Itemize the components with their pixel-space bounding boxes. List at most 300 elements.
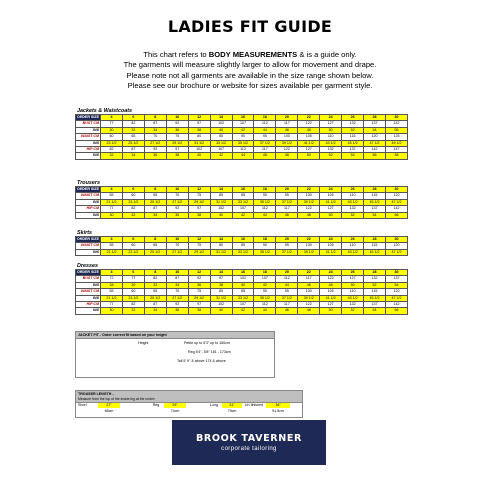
measurement-cell: 100 [276,134,298,140]
measurement-cell: 120 [364,134,386,140]
measurement-cell: 41 1/2 [298,140,320,146]
measurement-cell: 55 [101,243,123,249]
measurement-cell: 122 [298,121,320,127]
measurement-cell: 65 [122,134,144,140]
size-header-cell: 20 [276,187,298,193]
measurement-cell: 29 1/2 [188,249,210,255]
measurement-cell: 39 1/2 [298,295,320,301]
measurement-cell: 110 [342,193,364,199]
measurement-cell: 95 [276,193,298,199]
measurement-cell: 42 [232,308,254,314]
row-label: INS [76,153,101,159]
measurement-cell: 46 [276,212,298,218]
measurement-cell: 107 [232,206,254,212]
measurement-cell: 40 [210,127,232,133]
short-cm: 68cm [104,409,114,413]
short-label: Short [78,403,87,407]
row-label: BUST CM [76,276,101,282]
measurement-cell: 95 [276,289,298,295]
measurement-cell: 70 [144,134,166,140]
measurement-cell: 23 1/2 [101,140,123,146]
measurement-cell: 32 [122,308,144,314]
size-header-cell: 18 [254,237,276,243]
measurement-cell: 127 [320,121,342,127]
measurement-cell: 23 1/2 [122,295,144,301]
measurement-cell: 92 [166,301,188,307]
measurement-cell: 85 [210,134,232,140]
measurement-cell: 48 [298,212,320,218]
trouser-length-instruction: Measure from the top of the inside leg at the crotch [76,397,302,403]
measurement-cell: 40 [210,212,232,218]
row-label: WAIST CM [76,243,101,249]
size-header-cell: 30 [385,237,407,243]
measurement-cell: 34 [166,282,188,288]
measurement-cell: 29 1/2 [166,140,188,146]
measurement-cell: 72 [101,276,123,282]
measurement-cell: 36 [166,308,188,314]
intro-line-1 [0,50,500,60]
size-header-cell: 14 [210,187,232,193]
measurement-cell: 34 [144,212,166,218]
row-label: INS [76,249,101,255]
order-size-label: ORDER SIZE [77,187,99,192]
measurement-cell: 55 [101,193,123,199]
measurement-cell: 102 [210,206,232,212]
measurement-cell: 25 1/2 [144,249,166,255]
measurement-cell: 82 [122,301,144,307]
size-header-cell: 24 [320,115,342,121]
jackets-title: Jackets & Waistcoats [77,108,133,114]
measurement-cell: 56 [385,308,407,314]
size-header-cell: 4 [101,270,123,276]
size-header-cell: 28 [364,115,386,121]
measurement-cell: 31 1/2 [210,295,232,301]
row-label: INS [76,295,101,301]
measurement-cell: 56 [364,153,386,159]
measurement-cell: 48 [320,282,342,288]
measurement-cell: 29 1/2 [188,199,210,205]
measurement-cell: 112 [254,121,276,127]
measurement-cell: 54 [364,127,386,133]
measurement-cell: 100 [298,193,320,199]
measurement-cell: 44 [254,308,276,314]
measurement-cell: 45 1/2 [364,199,386,205]
measurement-cell: 32 [122,127,144,133]
size-header-cell: 18 [254,270,276,276]
measurement-cell: 25 1/2 [144,199,166,205]
measurement-cell: 45 1/2 [342,140,364,146]
size-header-cell: 10 [166,237,188,243]
measurement-cell: 132 [342,206,364,212]
measurement-cell: 70 [166,193,188,199]
measurement-cell: 90 [254,193,276,199]
measurement-cell: 137 [385,276,407,282]
measurement-cell: 120 [385,193,407,199]
measurement-cell: 35 1/2 [232,140,254,146]
measurement-cell: 137 [364,301,386,307]
measurement-cell: 31 1/2 [210,199,232,205]
size-header-cell: 28 [364,270,386,276]
measurement-cell: 42 [232,127,254,133]
logo-brand-name: BROOK TAVERNER [195,433,303,444]
measurement-cell: 33 1/2 [210,140,232,146]
row-label: INS [76,308,101,314]
measurement-cell: 107 [232,121,254,127]
measurement-cell: 21 1/2 [101,249,123,255]
measurement-cell: 55 [101,289,123,295]
skirts-section [75,230,408,256]
size-header-cell: 4 [101,115,123,121]
row-label: HIP CM [76,301,101,307]
measurement-cell: 82 [122,121,144,127]
measurement-cell: 85 [232,243,254,249]
table-row [76,308,408,314]
measurement-cell: 117 [276,121,298,127]
measurement-cell: 48 [298,308,320,314]
measurement-cell: 50 [342,282,364,288]
measurement-cell: 112 [276,276,298,282]
trousers-section [75,180,408,219]
size-header-cell: 10 [166,115,188,121]
row-label: INS [76,282,101,288]
size-header-cell: 10 [166,187,188,193]
measurement-cell: 60 [101,134,123,140]
trouser-length-panel [75,390,303,418]
measurement-cell: 42 [254,282,276,288]
measurement-cell: 127 [320,301,342,307]
measurement-cell: 34 [144,308,166,314]
measurement-cell: 82 [122,206,144,212]
measurement-cell: 77 [101,206,123,212]
measurement-cell: 23 1/2 [122,249,144,255]
size-header-cell: 26 [342,270,364,276]
measurement-cell: 87 [144,206,166,212]
measurement-cell: 127 [298,146,320,152]
measurement-cell: 33 1/2 [232,249,254,255]
measurement-cell: 80 [210,193,232,199]
measurement-cell: 49 1/2 [385,140,407,146]
measurement-cell: 41 1/2 [320,199,342,205]
measurement-cell: 48 [298,127,320,133]
row-label: INS [76,199,101,205]
measurement-cell: 54 [385,282,407,288]
reg-inches: 29" [164,403,186,408]
measurement-cell: 25 1/2 [122,140,144,146]
size-header-cell: 28 [364,187,386,193]
measurement-cell: 33 1/2 [232,295,254,301]
intro-line-1-end: & is a guide only. [297,50,357,59]
measurement-cell: 107 [232,301,254,307]
size-header-cell: 4 [101,187,123,193]
size-header-cell: 14 [210,237,232,243]
logo-tagline: corporate tailoring [221,446,277,452]
intro-line-3: Please note not all garments are available in the size range shown below. [126,70,374,80]
intro-line-1-start: This chart refers to [143,50,209,59]
measurement-cell: 60 [122,243,144,249]
measurement-cell: 46 [276,127,298,133]
measurement-cell: 77 [101,301,123,307]
measurement-cell: 137 [342,146,364,152]
measurement-cell: 46 [298,282,320,288]
measurement-cell: 147 [385,146,407,152]
measurement-cell: 41 1/2 [320,295,342,301]
long-label: Long [210,403,218,407]
measurement-cell: 127 [320,206,342,212]
size-header-cell: 10 [166,270,188,276]
size-header-cell: 12 [188,237,210,243]
measurement-cell: 32 [122,212,144,218]
measurement-cell: 122 [298,301,320,307]
size-header-cell: 6 [122,270,144,276]
measurement-cell: 115 [364,243,386,249]
unfinished-label: Un-finished [244,403,264,407]
measurement-cell: 90 [232,134,254,140]
trousers-title: Trousers [77,180,100,186]
size-header-cell: 6 [122,115,144,121]
measurement-cell: 117 [276,301,298,307]
jacket-fit-height-label: Height [138,341,149,345]
measurement-cell: 47 1/2 [364,140,386,146]
trousers-size-table [75,186,408,219]
size-header-cell: 22 [298,237,320,243]
measurement-cell: 87 [122,146,144,152]
size-header-cell: 30 [385,115,407,121]
measurement-cell: 105 [320,193,342,199]
measurement-cell: 137 [364,206,386,212]
jacket-fit-tall: Tall 5' 9" & above 174 & above [177,359,226,363]
measurement-cell: 127 [342,276,364,282]
measurement-cell: 44 [254,212,276,218]
measurement-cell: 45 1/2 [364,249,386,255]
measurement-cell: 30 [101,127,123,133]
measurement-cell: 58 [385,153,407,159]
measurement-cell: 122 [276,146,298,152]
measurement-cell: 56 [385,212,407,218]
measurement-cell: 97 [166,146,188,152]
measurement-cell: 142 [385,206,407,212]
measurement-cell: 102 [232,276,254,282]
size-header-cell: 30 [385,187,407,193]
measurement-cell: 85 [232,289,254,295]
size-header-cell: 26 [342,187,364,193]
measurement-cell: 90 [254,289,276,295]
measurement-cell: 97 [210,276,232,282]
size-header-cell: 4 [101,237,123,243]
dresses-section [75,263,408,315]
measurement-cell: 38 [166,153,188,159]
trouser-length-header: TROUSER LENGTH - [76,391,302,397]
unfinished-inches: 36" [266,403,290,408]
measurement-cell: 87 [166,276,188,282]
measurement-cell: 60 [122,289,144,295]
measurement-cell: 132 [364,276,386,282]
measurement-cell: 50 [298,153,320,159]
measurement-cell: 28 [101,282,123,288]
dresses-title: Dresses [77,263,98,269]
measurement-cell: 27 1/2 [166,249,188,255]
measurement-cell: 132 [342,121,364,127]
measurement-cell: 39 1/2 [298,199,320,205]
measurement-cell: 125 [385,134,407,140]
measurement-cell: 43 1/2 [342,199,364,205]
size-header-cell: 12 [188,115,210,121]
measurement-cell: 110 [342,243,364,249]
measurement-cell: 100 [298,289,320,295]
measurement-cell: 32 [101,153,123,159]
measurement-cell: 92 [144,146,166,152]
measurement-cell: 38 [210,282,232,288]
size-header-cell: 24 [320,237,342,243]
measurement-cell: 40 [232,282,254,288]
measurement-cell: 35 1/2 [254,295,276,301]
measurement-cell: 52 [342,127,364,133]
size-header-cell: 6 [122,237,144,243]
row-label: BUST CM [76,121,101,127]
size-header-cell: 14 [210,270,232,276]
measurement-cell: 39 1/2 [298,249,320,255]
measurement-cell: 42 [210,153,232,159]
row-label: HIP CM [76,146,101,152]
measurement-cell: 50 [320,212,342,218]
page-title: LADIES FIT GUIDE [167,17,333,36]
measurement-cell: 36 [166,212,188,218]
measurement-cell: 95 [254,134,276,140]
measurement-cell: 50 [320,308,342,314]
measurement-cell: 54 [364,308,386,314]
measurement-cell: 102 [188,146,210,152]
measurement-cell: 48 [276,153,298,159]
measurement-cell: 56 [385,127,407,133]
size-header-cell: 22 [298,115,320,121]
measurement-cell: 25 1/2 [144,295,166,301]
measurement-cell: 52 [364,282,386,288]
measurement-cell: 95 [276,243,298,249]
order-size-label: ORDER SIZE [77,237,99,242]
measurement-cell: 87 [144,121,166,127]
measurement-cell: 47 1/2 [385,249,407,255]
measurement-cell: 38 [188,308,210,314]
measurement-cell: 40 [210,308,232,314]
size-header-cell: 20 [276,237,298,243]
size-header-cell: 22 [298,270,320,276]
measurement-cell: 75 [188,243,210,249]
measurement-cell: 65 [144,243,166,249]
measurement-cell: 42 [232,212,254,218]
size-header-cell: 20 [276,270,298,276]
measurement-cell: 30 [122,282,144,288]
measurement-cell: 47 1/2 [385,199,407,205]
measurement-cell: 43 1/2 [342,249,364,255]
measurement-cell: 122 [320,276,342,282]
measurement-cell: 31 1/2 [188,140,210,146]
measurement-cell: 41 1/2 [320,249,342,255]
measurement-cell: 65 [144,289,166,295]
measurement-cell: 80 [188,134,210,140]
measurement-cell: 38 [188,212,210,218]
measurement-cell: 107 [254,276,276,282]
measurement-cell: 38 [188,127,210,133]
measurement-cell: 142 [364,146,386,152]
order-size-label: ORDER SIZE [77,115,99,120]
size-header-cell: 24 [320,187,342,193]
measurement-cell: 46 [254,153,276,159]
measurement-cell: 30 [101,212,123,218]
size-header-cell: 26 [342,237,364,243]
skirts-title: Skirts [77,230,92,236]
measurement-cell: 44 [254,127,276,133]
short-inches: 27" [98,403,120,408]
long-inches: 31" [222,403,242,408]
measurement-cell: 27 1/2 [144,140,166,146]
measurement-cell: 31 1/2 [210,249,232,255]
order-size-label: ORDER SIZE [77,270,99,275]
measurement-cell: 52 [342,212,364,218]
measurement-cell: 44 [232,153,254,159]
size-header-cell: 20 [276,115,298,121]
measurement-cell: 115 [364,289,386,295]
size-header-cell: 16 [232,237,254,243]
size-header-cell: 16 [232,115,254,121]
measurement-cell: 34 [144,127,166,133]
measurement-cell: 107 [210,146,232,152]
table-row [76,249,408,255]
size-header-cell: 16 [232,270,254,276]
measurement-cell: 92 [166,121,188,127]
measurement-cell: 120 [385,243,407,249]
size-header-cell: 12 [188,270,210,276]
jacket-fit-reg: Reg 5'4"- 5'8" 161 - 173cm [188,350,231,354]
size-header-cell: 8 [144,270,166,276]
intro-line-4: Please see our brochure or website for sizes available per garment style. [127,81,373,91]
measurement-cell: 137 [364,121,386,127]
jacket-fit-petite: Petite up to 5'3" up to 160cm [184,341,230,345]
measurement-cell: 21 1/2 [101,199,123,205]
reg-cm: 74cm [170,409,180,413]
measurement-cell: 117 [254,146,276,152]
measurement-cell: 97 [188,206,210,212]
measurement-cell: 110 [320,134,342,140]
measurement-cell: 36 [188,282,210,288]
measurement-cell: 87 [144,301,166,307]
measurement-cell: 142 [385,301,407,307]
size-header-cell: 8 [144,187,166,193]
measurement-cell: 85 [232,193,254,199]
size-header-cell: 18 [254,115,276,121]
measurement-cell: 112 [232,146,254,152]
measurement-cell: 54 [342,153,364,159]
measurement-cell: 60 [122,193,144,199]
measurement-cell: 92 [166,206,188,212]
measurement-cell: 23 1/2 [122,199,144,205]
measurement-cell: 105 [320,289,342,295]
measurement-cell: 37 1/2 [254,140,276,146]
jackets-section [75,108,408,160]
measurement-cell: 70 [166,243,188,249]
size-header-cell: 6 [122,187,144,193]
measurement-cell: 97 [188,301,210,307]
measurement-cell: 132 [320,146,342,152]
measurement-cell: 117 [276,206,298,212]
row-label: WAIST CM [76,193,101,199]
measurement-cell: 100 [298,243,320,249]
measurement-cell: 77 [101,121,123,127]
measurement-cell: 92 [188,276,210,282]
measurement-cell: 30 [101,308,123,314]
brook-taverner-logo [172,420,326,465]
measurement-cell: 33 1/2 [232,199,254,205]
measurement-cell: 110 [342,289,364,295]
measurement-cell: 82 [144,276,166,282]
